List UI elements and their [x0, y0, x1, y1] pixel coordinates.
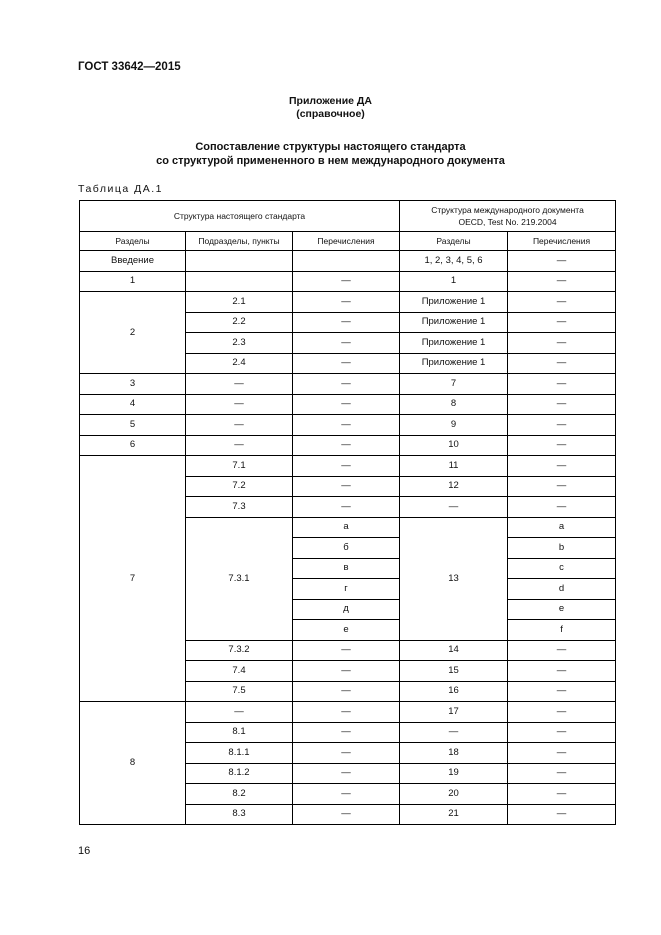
table-cell: 20 [400, 784, 508, 805]
table-cell: 14 [400, 640, 508, 661]
table-cell: Введение [80, 251, 186, 272]
table-cell: b [508, 538, 616, 559]
table-cell: — [293, 374, 400, 395]
table-cell: — [508, 497, 616, 518]
table-cell-section: 8 [80, 702, 186, 825]
table-cell-subsection: 7.3.1 [186, 517, 293, 640]
table-cell: 9 [400, 415, 508, 436]
table-cell: 7.1 [186, 456, 293, 477]
table-cell: — [293, 497, 400, 518]
table-cell: — [186, 394, 293, 415]
table-cell: — [293, 333, 400, 354]
table-cell: — [186, 374, 293, 395]
table-cell: d [508, 579, 616, 600]
table-cell: — [508, 394, 616, 415]
appendix-title: Приложение ДА [289, 95, 372, 107]
table-cell: 4 [80, 394, 186, 415]
table-cell: 5 [80, 415, 186, 436]
table-row [80, 374, 616, 395]
table-cell: — [293, 476, 400, 497]
table-cell: — [508, 743, 616, 764]
table-cell: 7.2 [186, 476, 293, 497]
table-cell: б [293, 538, 400, 559]
table-cell: — [293, 784, 400, 805]
table-cell: — [293, 312, 400, 333]
table-cell: 1, 2, 3, 4, 5, 6 [400, 251, 508, 272]
table-row [80, 456, 616, 477]
table-cell: 8.1 [186, 722, 293, 743]
table-cell: — [508, 476, 616, 497]
table-cell: — [293, 271, 400, 292]
table-cell: е [293, 620, 400, 641]
page-number: 16 [78, 845, 91, 857]
table-cell [186, 271, 293, 292]
table-cell: 7.4 [186, 661, 293, 682]
table-cell: — [508, 763, 616, 784]
table-cell: 21 [400, 804, 508, 825]
table-cell: — [508, 681, 616, 702]
table-cell: — [186, 435, 293, 456]
comparison-table [79, 200, 616, 825]
table-cell: 6 [80, 435, 186, 456]
table-cell: 1 [400, 271, 508, 292]
table-cell: c [508, 558, 616, 579]
table-cell: — [508, 784, 616, 805]
table-cell: — [508, 353, 616, 374]
table-cell: Приложение 1 [400, 292, 508, 313]
table-cell: Приложение 1 [400, 312, 508, 333]
column-header: Подразделы, пункты [186, 232, 293, 251]
table-cell: 8.2 [186, 784, 293, 805]
table-cell: 11 [400, 456, 508, 477]
table-cell: f [508, 620, 616, 641]
table-cell: 8 [400, 394, 508, 415]
table-cell: — [293, 456, 400, 477]
table-cell: — [508, 333, 616, 354]
table-cell: 3 [80, 374, 186, 395]
table-cell: Приложение 1 [400, 333, 508, 354]
table-cell: — [293, 763, 400, 784]
table-cell: e [508, 599, 616, 620]
table-cell: 2.1 [186, 292, 293, 313]
table-cell: — [293, 702, 400, 723]
table-cell: — [293, 435, 400, 456]
table-row [80, 702, 616, 723]
table-cell: a [508, 517, 616, 538]
table-cell: 2.3 [186, 333, 293, 354]
table-cell-section: 13 [400, 517, 508, 640]
table-cell: — [293, 722, 400, 743]
table-cell: — [508, 661, 616, 682]
table-cell: — [293, 353, 400, 374]
table-cell: — [508, 251, 616, 272]
table-row [80, 435, 616, 456]
table-cell: — [508, 456, 616, 477]
column-header: Разделы [400, 232, 508, 251]
table-cell: в [293, 558, 400, 579]
table-cell: — [293, 681, 400, 702]
table-cell: — [508, 415, 616, 436]
table-group-header-row [80, 201, 616, 232]
table-cell: — [293, 415, 400, 436]
table-cell: — [508, 722, 616, 743]
table-cell: — [508, 292, 616, 313]
table-row [80, 251, 616, 272]
table-cell: 12 [400, 476, 508, 497]
group-header-national: Структура настоящего стандарта [80, 201, 400, 232]
table-caption: Таблица ДА.1 [78, 183, 163, 195]
table-cell: 10 [400, 435, 508, 456]
table-cell: 7.3.2 [186, 640, 293, 661]
table-cell: 8.3 [186, 804, 293, 825]
table-cell: 7 [400, 374, 508, 395]
table-cell: — [293, 743, 400, 764]
table-cell: 18 [400, 743, 508, 764]
table-row [80, 394, 616, 415]
column-header: Перечисления [293, 232, 400, 251]
table-cell: — [508, 435, 616, 456]
column-header: Разделы [80, 232, 186, 251]
table-cell [186, 251, 293, 272]
table-row [80, 415, 616, 436]
table-cell: — [186, 702, 293, 723]
table-cell: — [508, 312, 616, 333]
table-cell-section: 2 [80, 292, 186, 374]
table-cell: — [293, 661, 400, 682]
table-cell: 16 [400, 681, 508, 702]
column-header: Перечисления [508, 232, 616, 251]
table-cell: — [186, 415, 293, 436]
group-header-international [400, 201, 616, 232]
table-cell: 8.1.1 [186, 743, 293, 764]
group-header-international-line2: OECD, Test No. 219.2004 [458, 217, 557, 227]
table-cell: г [293, 579, 400, 600]
table-row [80, 271, 616, 292]
table-cell: 7.5 [186, 681, 293, 702]
table-cell: — [508, 702, 616, 723]
table-cell: — [508, 374, 616, 395]
table-title-line-1: Сопоставление структуры настоящего стандарта [195, 141, 466, 153]
table-cell: — [508, 271, 616, 292]
table-cell: — [508, 640, 616, 661]
table-cell: — [508, 804, 616, 825]
table-cell: 7.3 [186, 497, 293, 518]
document-standard-number: ГОСТ 33642—2015 [78, 61, 181, 73]
table-cell: 1 [80, 271, 186, 292]
table-cell: — [293, 292, 400, 313]
table-cell: — [400, 497, 508, 518]
table-cell: 2.4 [186, 353, 293, 374]
table-column-header-row [80, 232, 616, 251]
group-header-international-line1: Структура международного документа [431, 205, 584, 215]
table-cell: Приложение 1 [400, 353, 508, 374]
table-cell: — [400, 722, 508, 743]
appendix-note: (справочное) [296, 108, 365, 120]
table-cell: — [293, 394, 400, 415]
table-cell: а [293, 517, 400, 538]
table-cell: 17 [400, 702, 508, 723]
table-cell: — [293, 640, 400, 661]
table-cell: 15 [400, 661, 508, 682]
table-cell: 8.1.2 [186, 763, 293, 784]
table-cell: д [293, 599, 400, 620]
table-cell: 2.2 [186, 312, 293, 333]
table-cell: — [293, 804, 400, 825]
table-row [80, 292, 616, 313]
table-title-line-2: со структурой примененного в нем международного документа [156, 155, 505, 167]
table-cell: 19 [400, 763, 508, 784]
table-cell-section: 7 [80, 456, 186, 702]
table-cell [293, 251, 400, 272]
